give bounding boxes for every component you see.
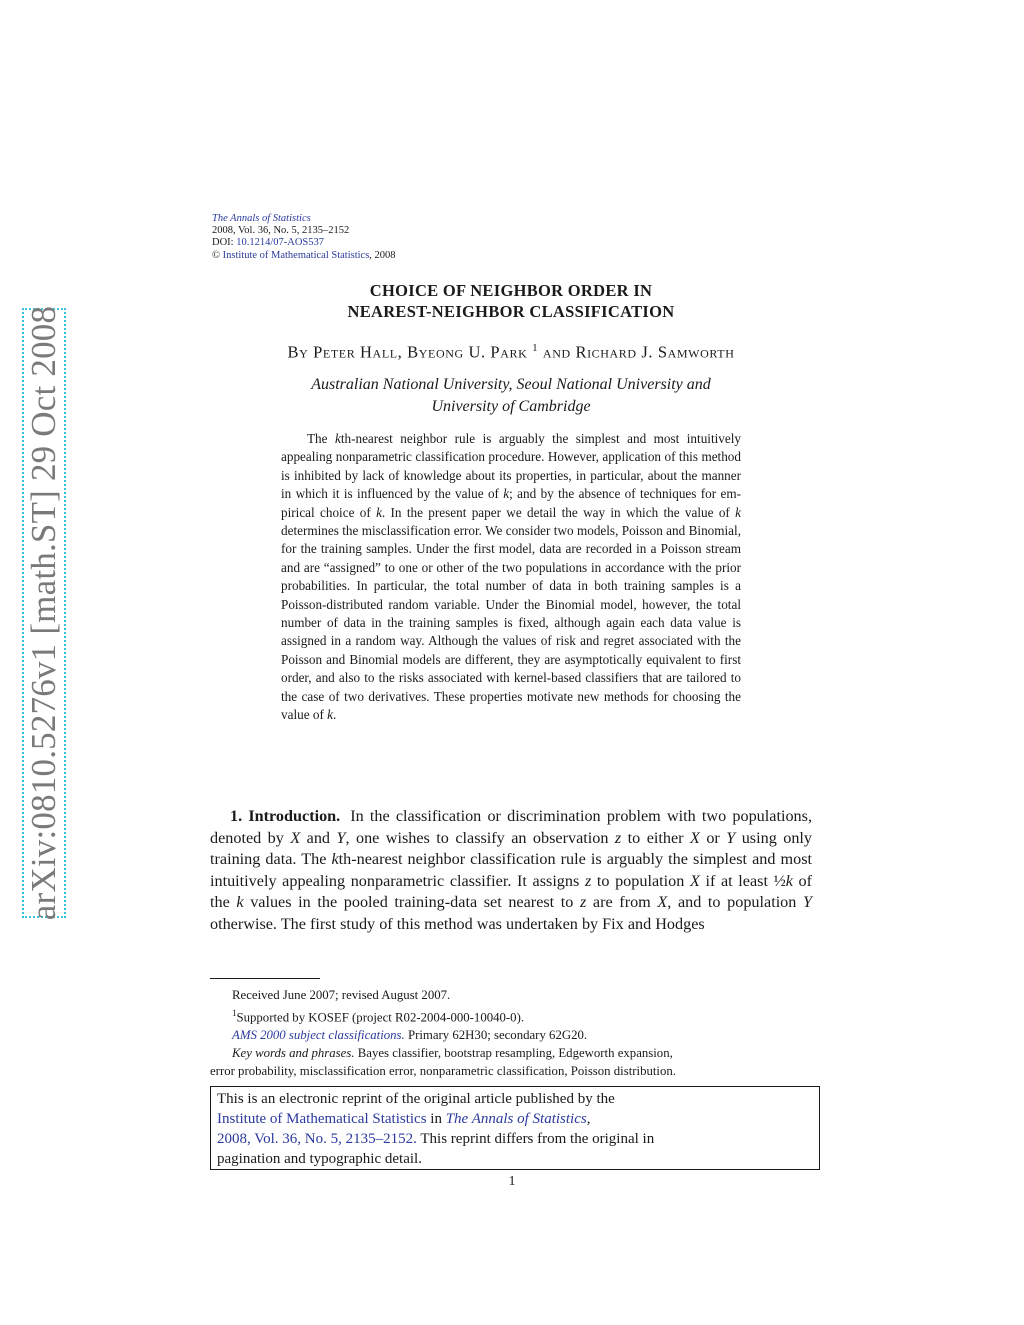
fraction-half: ½ <box>773 871 786 890</box>
footnote-divider <box>210 978 320 979</box>
title-line-1: CHOICE OF NEIGHBOR ORDER IN <box>369 281 653 300</box>
copyright-year: , 2008 <box>369 249 396 261</box>
paper-title <box>210 280 812 322</box>
page-number: 1 <box>508 1174 516 1189</box>
received-note: Received June 2007; revised August 2007. <box>232 988 451 1002</box>
author-1: Peter Hall, <box>313 342 403 362</box>
reprint-line-3: 2008, Vol. 36, No. 5, 2135–2152. This reprint differs from the original in <box>217 1131 655 1147</box>
author-line <box>210 342 812 363</box>
affiliation-line-2: University of Cambridge <box>431 398 591 415</box>
reprint-line-4: pagination and typographic detail. <box>217 1151 422 1167</box>
reprint-publisher-link[interactable]: Institute of Mathematical Statistics <box>217 1111 427 1127</box>
doi-label: DOI: <box>212 237 234 249</box>
abstract: The kth-nearest neighbor rule is arguably the simplest and most intuitively appealing nonparametric classification procedure. However, application of this method is inhibited by lack of knowledge about its properties, in particular, about the manner in which it is influenced by the value of k; and by the absence of techniques for empirical choice of k. In the present paper we detail the way in which the value of k determines the misclassification error. We consider two models, Poisson and Binomial, for the training samples. Under the first model, data are recorded in a Poisson stream and are “assigned” to one or other of the two populations in accordance with the prior probabilities. In particular, the total number of data in both training samples is a Poisson-distributed random variable. Under the Binomial model, however, the total number of data in the training samples is fixed, although again each data value is assigned in a random way. Although the values of risk and regret associated with the Poisson and Binomial models are different, they are asymptotically equivalent to first order, and also to the risks associated with kernel-based classifiers that are tailored to the case of two derivatives. These properties motivate new methods for choosing the value of k. <box>281 431 741 723</box>
arxiv-identifier-stamp[interactable] <box>22 305 66 921</box>
author-footnote-mark: 1 <box>532 342 539 354</box>
title-line-2: NEAREST-NEIGHBOR CLASSIFICATION <box>347 302 675 321</box>
author-3: Richard J. Samworth <box>575 342 735 362</box>
reprint-journal-link[interactable]: The Annals of Statistics <box>445 1111 587 1127</box>
reprint-line-2: Institute of Mathematical Statistics in The Annals of Statistics, <box>217 1111 591 1127</box>
support-note: $^1$Supported by KOSEF (project R02-2004-000-10040-0). <box>232 1008 525 1025</box>
affiliations <box>210 374 812 418</box>
publisher-link[interactable]: Institute of Mathematical Statistics <box>222 249 370 261</box>
journal-volume: 2008, Vol. 36, No. 5, 2135–2152 <box>212 225 350 237</box>
journal-info <box>212 213 396 262</box>
arxiv-identifier-text: arXiv:0810.5276v1 [math.ST] 29 Oct 2008 <box>24 305 64 921</box>
journal-name-link[interactable]: The Annals of Statistics <box>212 213 311 224</box>
copyright-symbol: © <box>212 249 220 261</box>
reprint-citation-link[interactable]: 2008, Vol. 36, No. 5, 2135–2152. <box>217 1131 417 1147</box>
author-and: and <box>542 342 571 362</box>
section-heading: 1. Introduction. <box>230 807 341 825</box>
author-prefix: By <box>287 342 309 362</box>
reprint-line-1: This is an electronic reprint of the original article published by the <box>217 1091 615 1107</box>
introduction-section: 1. Introduction. In the classification or discrimination problem with two populations, denoted by X and Y, one wishes to classify an observation z to either X or Y using only training data. The kth-nearest neighbor classification rule is arguably the simplest and most intuitively appealing nonparametric classifier. It assigns z to population X if at least ½k of the k values in the pooled training-data set nearest to z are from X, and to population Y otherwise. The first study of this method was undertaken by Fix and Hodges <box>210 807 813 933</box>
keywords-line-1: Key words and phrases. Bayes classifier, bootstrap resampling, Edgeworth expansion, <box>232 1046 673 1061</box>
affiliation-line-1: Australian National University, Seoul National University and <box>311 376 711 393</box>
keywords-line-2: error probability, misclassification error, nonparametric classification, Poisson distribution. <box>210 1064 676 1079</box>
footnotes <box>210 986 812 1080</box>
ams-classification-link[interactable]: AMS 2000 subject classifications. <box>232 1028 405 1043</box>
doi-link[interactable]: 10.1214/07-AOS537 <box>236 237 325 249</box>
reprint-notice <box>210 1086 820 1170</box>
author-2: Byeong U. Park <box>407 342 528 362</box>
ams-classification: AMS 2000 subject classifications. Primary 62H30; secondary 62G20. <box>232 1028 588 1043</box>
